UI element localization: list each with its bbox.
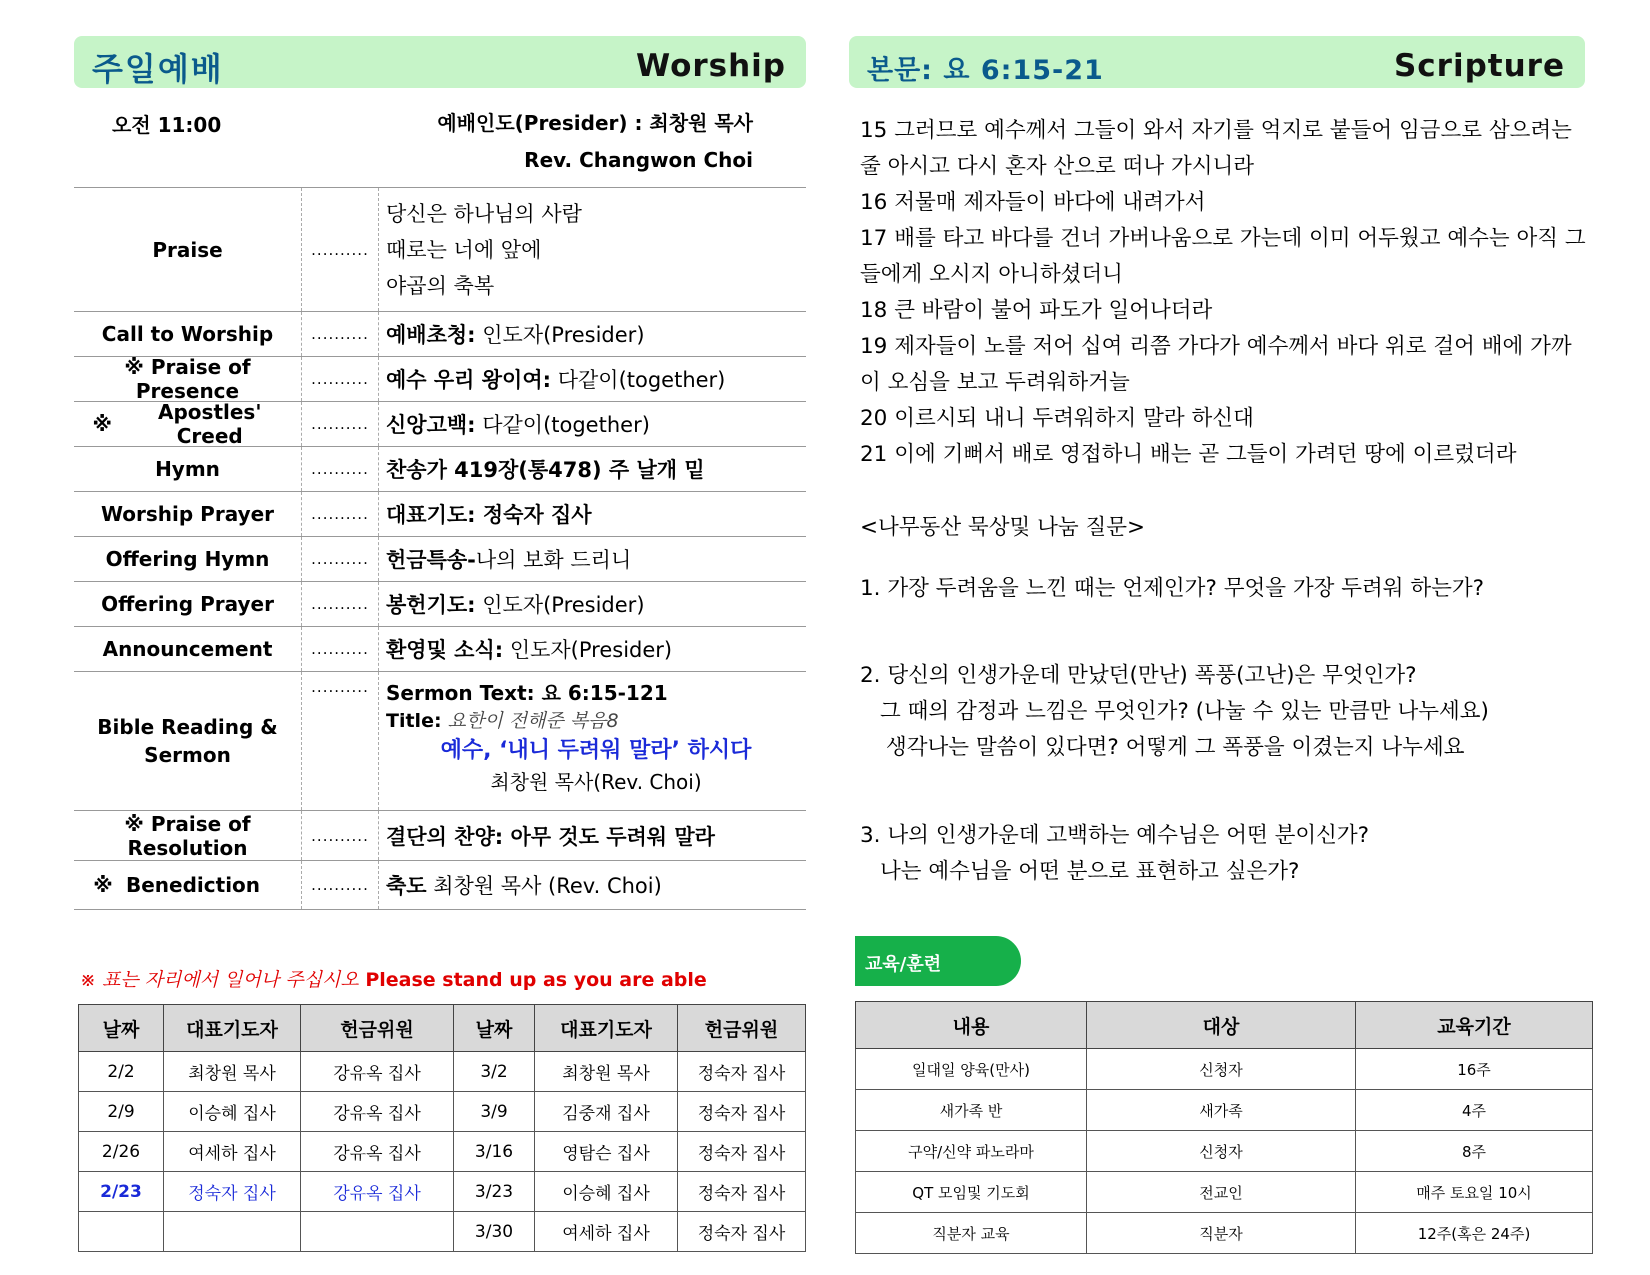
meditation-title: <나무동산 묵상및 나눔 질문> (860, 515, 1145, 540)
order-dots: .......... (302, 312, 379, 356)
question-line: 3. 나의 인생가운데 고백하는 예수님은 어떤 분이신가? (860, 823, 1370, 848)
roster-cell: 영탐슨 집사 (535, 1132, 678, 1172)
edu-header: 교육기간 (1356, 1002, 1593, 1049)
edu-cell: 전교인 (1087, 1172, 1356, 1213)
table-row (856, 1131, 1593, 1172)
scripture-header (849, 36, 1585, 88)
edu-cell: 새가족 반 (856, 1090, 1087, 1131)
table-row (856, 1090, 1593, 1131)
order-detail-bold: 대표기도: 정숙자 집사 (386, 503, 592, 527)
roster-cell: 이승혜 집사 (164, 1092, 301, 1132)
roster-cell: 3/2 (454, 1052, 535, 1092)
roster-header: 날짜 (79, 1005, 164, 1052)
order-dots: .......... (302, 672, 379, 810)
education-label: 교육/훈련 (865, 954, 942, 975)
order-row-hymn (74, 447, 806, 492)
order-item-name: Offering Prayer (74, 582, 302, 626)
table-row (856, 1213, 1593, 1254)
order-item-name: Bible Reading & Sermon (74, 672, 302, 810)
roster-cell-current: 2/23 (79, 1172, 164, 1212)
worship-header (74, 36, 806, 88)
order-dots: .......... (302, 188, 379, 311)
order-dots: .......... (302, 447, 379, 491)
order-dots: .......... (302, 811, 379, 860)
order-detail-bold: 봉헌기도: (386, 593, 476, 617)
roster-cell: 3/23 (454, 1172, 535, 1212)
sermon-title: 예수, ‘내니 두려워 말라’ 하시다 (440, 738, 752, 763)
order-row-resolution (74, 811, 806, 861)
order-detail-bold: 신앙고백: (386, 413, 476, 437)
edu-cell: 신청자 (1087, 1049, 1356, 1090)
order-item-name: Worship Prayer (74, 492, 302, 536)
scripture-passage (860, 113, 1586, 473)
sermon-title-label: Title: (386, 710, 442, 732)
roster-cell: 이승혜 집사 (535, 1172, 678, 1212)
preacher: 최창원 목사(Rev. Choi) (490, 770, 702, 794)
verse-line: 19 제자들이 노를 저어 십여 리쯤 가다가 예수께서 바다 위로 걸어 배에 가까 (860, 334, 1572, 359)
table-row (79, 1092, 806, 1132)
order-detail: 인도자(Presider) (475, 323, 645, 347)
order-item-name: Call to Worship (74, 312, 302, 356)
roster-cell: 최창원 목사 (164, 1052, 301, 1092)
verse-line: 18 큰 바람이 불어 파도가 일어나더라 (860, 298, 1213, 323)
order-detail: 다같이(together) (475, 413, 650, 437)
order-item-name: Benediction (126, 873, 261, 897)
order-dots: .......... (302, 357, 379, 401)
roster-header: 헌금위원 (301, 1005, 454, 1052)
table-row (79, 1212, 806, 1252)
praise-song-2: 때로는 너에 앞에 (386, 237, 542, 262)
order-dots: .......... (302, 492, 379, 536)
stand-note-ko: ※ 표는 자리에서 일어나 주십시오 (80, 969, 359, 991)
education-table (855, 1001, 1593, 1254)
stand-note (80, 965, 707, 992)
roster-cell: 여세하 집사 (164, 1132, 301, 1172)
edu-cell: 16주 (1356, 1049, 1593, 1090)
presider-en: Rev. Changwon Choi (524, 148, 753, 172)
roster-cell: 강유옥 집사 (301, 1092, 454, 1132)
worship-header-en: Worship (635, 48, 786, 84)
order-row-creed (74, 402, 806, 447)
roster-header-row (79, 1005, 806, 1052)
verse-line: 17 배를 타고 바다를 건너 가버나움으로 가는데 이미 어두웠고 예수는 아직 그 (860, 226, 1586, 251)
roster-cell: 최창원 목사 (535, 1052, 678, 1092)
roster-cell: 강유옥 집사 (301, 1132, 454, 1172)
edu-cell: 구약/신약 파노라마 (856, 1131, 1087, 1172)
edu-header: 내용 (856, 1002, 1087, 1049)
roster-cell: 정숙자 집사 (678, 1052, 806, 1092)
verse-line: 16 저물매 제자들이 바다에 내려가서 (860, 190, 1206, 215)
roster-cell: 3/9 (454, 1092, 535, 1132)
order-detail-bold: 축도 (386, 874, 427, 898)
verse-line: 이 오심을 보고 두려워하거늘 (860, 370, 1130, 395)
edu-cell: 4주 (1356, 1090, 1593, 1131)
roster-header: 헌금위원 (678, 1005, 806, 1052)
praise-song-3: 야곱의 축복 (386, 273, 495, 298)
order-detail-bold: 예배초청: (386, 323, 476, 347)
table-row (79, 1172, 806, 1212)
order-detail: 인도자(Presider) (503, 638, 673, 662)
roster-table (78, 1004, 806, 1252)
edu-cell: 매주 토요일 10시 (1356, 1172, 1593, 1213)
roster-cell: 정숙자 집사 (678, 1212, 806, 1252)
edu-cell: 신청자 (1087, 1131, 1356, 1172)
roster-cell-current: 강유옥 집사 (301, 1172, 454, 1212)
order-dots: .......... (302, 537, 379, 581)
edu-cell: 8주 (1356, 1131, 1593, 1172)
order-detail: 나의 보화 드리니 (475, 548, 632, 572)
table-row (79, 1052, 806, 1092)
roster-header: 대표기도자 (164, 1005, 301, 1052)
order-detail-bold: 예수 우리 왕이여: (386, 368, 552, 392)
table-row (856, 1049, 1593, 1090)
order-row-presence (74, 357, 806, 402)
scripture-header-en: Scripture (1393, 48, 1565, 84)
roster-cell: 김중재 집사 (535, 1092, 678, 1132)
order-item-name: ※ Praise of Presence (74, 357, 302, 401)
presider-line: 예배인도(Presider) : 최창원 목사 (437, 111, 753, 135)
roster-header: 날짜 (454, 1005, 535, 1052)
roster-cell: 3/16 (454, 1132, 535, 1172)
roster-cell-current: 정숙자 집사 (164, 1172, 301, 1212)
question-line: 1. 가장 두려움을 느낀 때는 언제인가? 무엇을 가장 두려워 하는가? (860, 576, 1485, 601)
order-detail-bold: 환영및 소식: (386, 638, 504, 662)
order-item-name: Announcement (74, 627, 302, 671)
order-item-name: Hymn (74, 447, 302, 491)
question-line: 나는 예수님을 어떤 분으로 표현하고 싶은가? (880, 859, 1300, 884)
order-detail: 다같이(together) (551, 368, 726, 392)
table-row (79, 1132, 806, 1172)
order-dots: .......... (302, 861, 379, 909)
order-row-offering-prayer (74, 582, 806, 627)
order-row-praise (74, 188, 806, 312)
roster-cell: 3/30 (454, 1212, 535, 1252)
edu-cell: 일대일 양육(만사) (856, 1049, 1087, 1090)
stand-mark: ※ (92, 412, 112, 436)
roster-cell: 2/26 (79, 1132, 164, 1172)
order-detail-bold: 결단의 찬양: 아무 것도 두려워 말라 (386, 824, 715, 849)
order-row-call (74, 312, 806, 357)
question-3 (860, 818, 1369, 890)
order-item-name: Offering Hymn (74, 537, 302, 581)
roster-cell: 2/2 (79, 1052, 164, 1092)
verse-line: 줄 아시고 다시 혼자 산으로 떠나 가시니라 (860, 154, 1255, 179)
stand-note-en: Please stand up as you are able (365, 969, 707, 991)
question-line: 생각나는 말씀이 있다면? 어떻게 그 폭풍을 이겼는지 나누세요 (886, 735, 1465, 760)
roster-cell: 정숙자 집사 (678, 1092, 806, 1132)
question-2 (860, 658, 1489, 766)
praise-song-1: 당신은 하나님의 사람 (386, 201, 582, 226)
order-row-prayer (74, 492, 806, 537)
question-1 (860, 571, 1484, 607)
education-label-bar (855, 936, 1021, 986)
edu-cell: 12주(혹은 24주) (1356, 1213, 1593, 1254)
verse-line: 15 그러므로 예수께서 그들이 와서 자기를 억지로 붙들어 임금으로 삼으려는 (860, 118, 1572, 143)
order-dots: .......... (302, 402, 379, 446)
edu-cell: 새가족 (1087, 1090, 1356, 1131)
roster-cell: 정숙자 집사 (678, 1132, 806, 1172)
stand-mark: ※ (93, 873, 113, 897)
roster-cell (164, 1212, 301, 1252)
order-dots: .......... (302, 627, 379, 671)
roster-cell: 2/9 (79, 1092, 164, 1132)
edu-cell: QT 모임및 기도회 (856, 1172, 1087, 1213)
question-line: 그 때의 감정과 느낌은 무엇인가? (나눌 수 있는 만큼만 나누세요) (880, 699, 1489, 724)
order-dots: .......... (302, 582, 379, 626)
sermon-series: 요한이 전해준 복음8 (447, 710, 619, 732)
verse-line: 20 이르시되 내니 두려워하지 말라 하신대 (860, 406, 1254, 431)
edu-cell: 직분자 (1087, 1213, 1356, 1254)
roster-cell (301, 1212, 454, 1252)
service-time: 오전 11:00 (112, 113, 222, 137)
order-row-sermon (74, 672, 806, 811)
roster-cell: 여세하 집사 (535, 1212, 678, 1252)
order-item-name: Apostles' Creed (158, 400, 262, 448)
order-detail: 인도자(Presider) (475, 593, 645, 617)
roster-header: 대표기도자 (535, 1005, 678, 1052)
table-row (856, 1172, 1593, 1213)
edu-cell: 직분자 교육 (856, 1213, 1087, 1254)
order-detail-bold: 헌금특송- (386, 548, 476, 572)
worship-header-ko: 주일예배 (92, 50, 224, 88)
verse-line: 21 이에 기뻐서 배로 영접하니 배는 곧 그들이 가려던 땅에 이르렀더라 (860, 442, 1517, 467)
verse-line: 들에게 오시지 아니하셨더니 (860, 262, 1123, 287)
edu-header: 대상 (1087, 1002, 1356, 1049)
order-item-name: Praise (74, 188, 302, 311)
scripture-header-ko: 본문: 요 6:15-21 (867, 55, 1104, 86)
order-detail: 최창원 목사 (Rev. Choi) (426, 874, 662, 898)
question-line: 2. 당신의 인생가운데 만났던(만난) 폭풍(고난)은 무엇인가? (860, 663, 1417, 688)
order-item-name: ※ Praise of Resolution (74, 811, 302, 860)
order-of-worship (74, 187, 806, 910)
roster-cell (79, 1212, 164, 1252)
order-row-offering-hymn (74, 537, 806, 582)
order-detail-bold: 찬송가 419장(통478) 주 날개 밑 (386, 458, 705, 482)
order-row-benediction (74, 861, 806, 910)
roster-cell: 정숙자 집사 (678, 1172, 806, 1212)
edu-header-row (856, 1002, 1593, 1049)
order-row-announcement (74, 627, 806, 672)
sermon-text: Sermon Text: 요 6:15-121 (386, 681, 668, 705)
roster-cell: 강유옥 집사 (301, 1052, 454, 1092)
